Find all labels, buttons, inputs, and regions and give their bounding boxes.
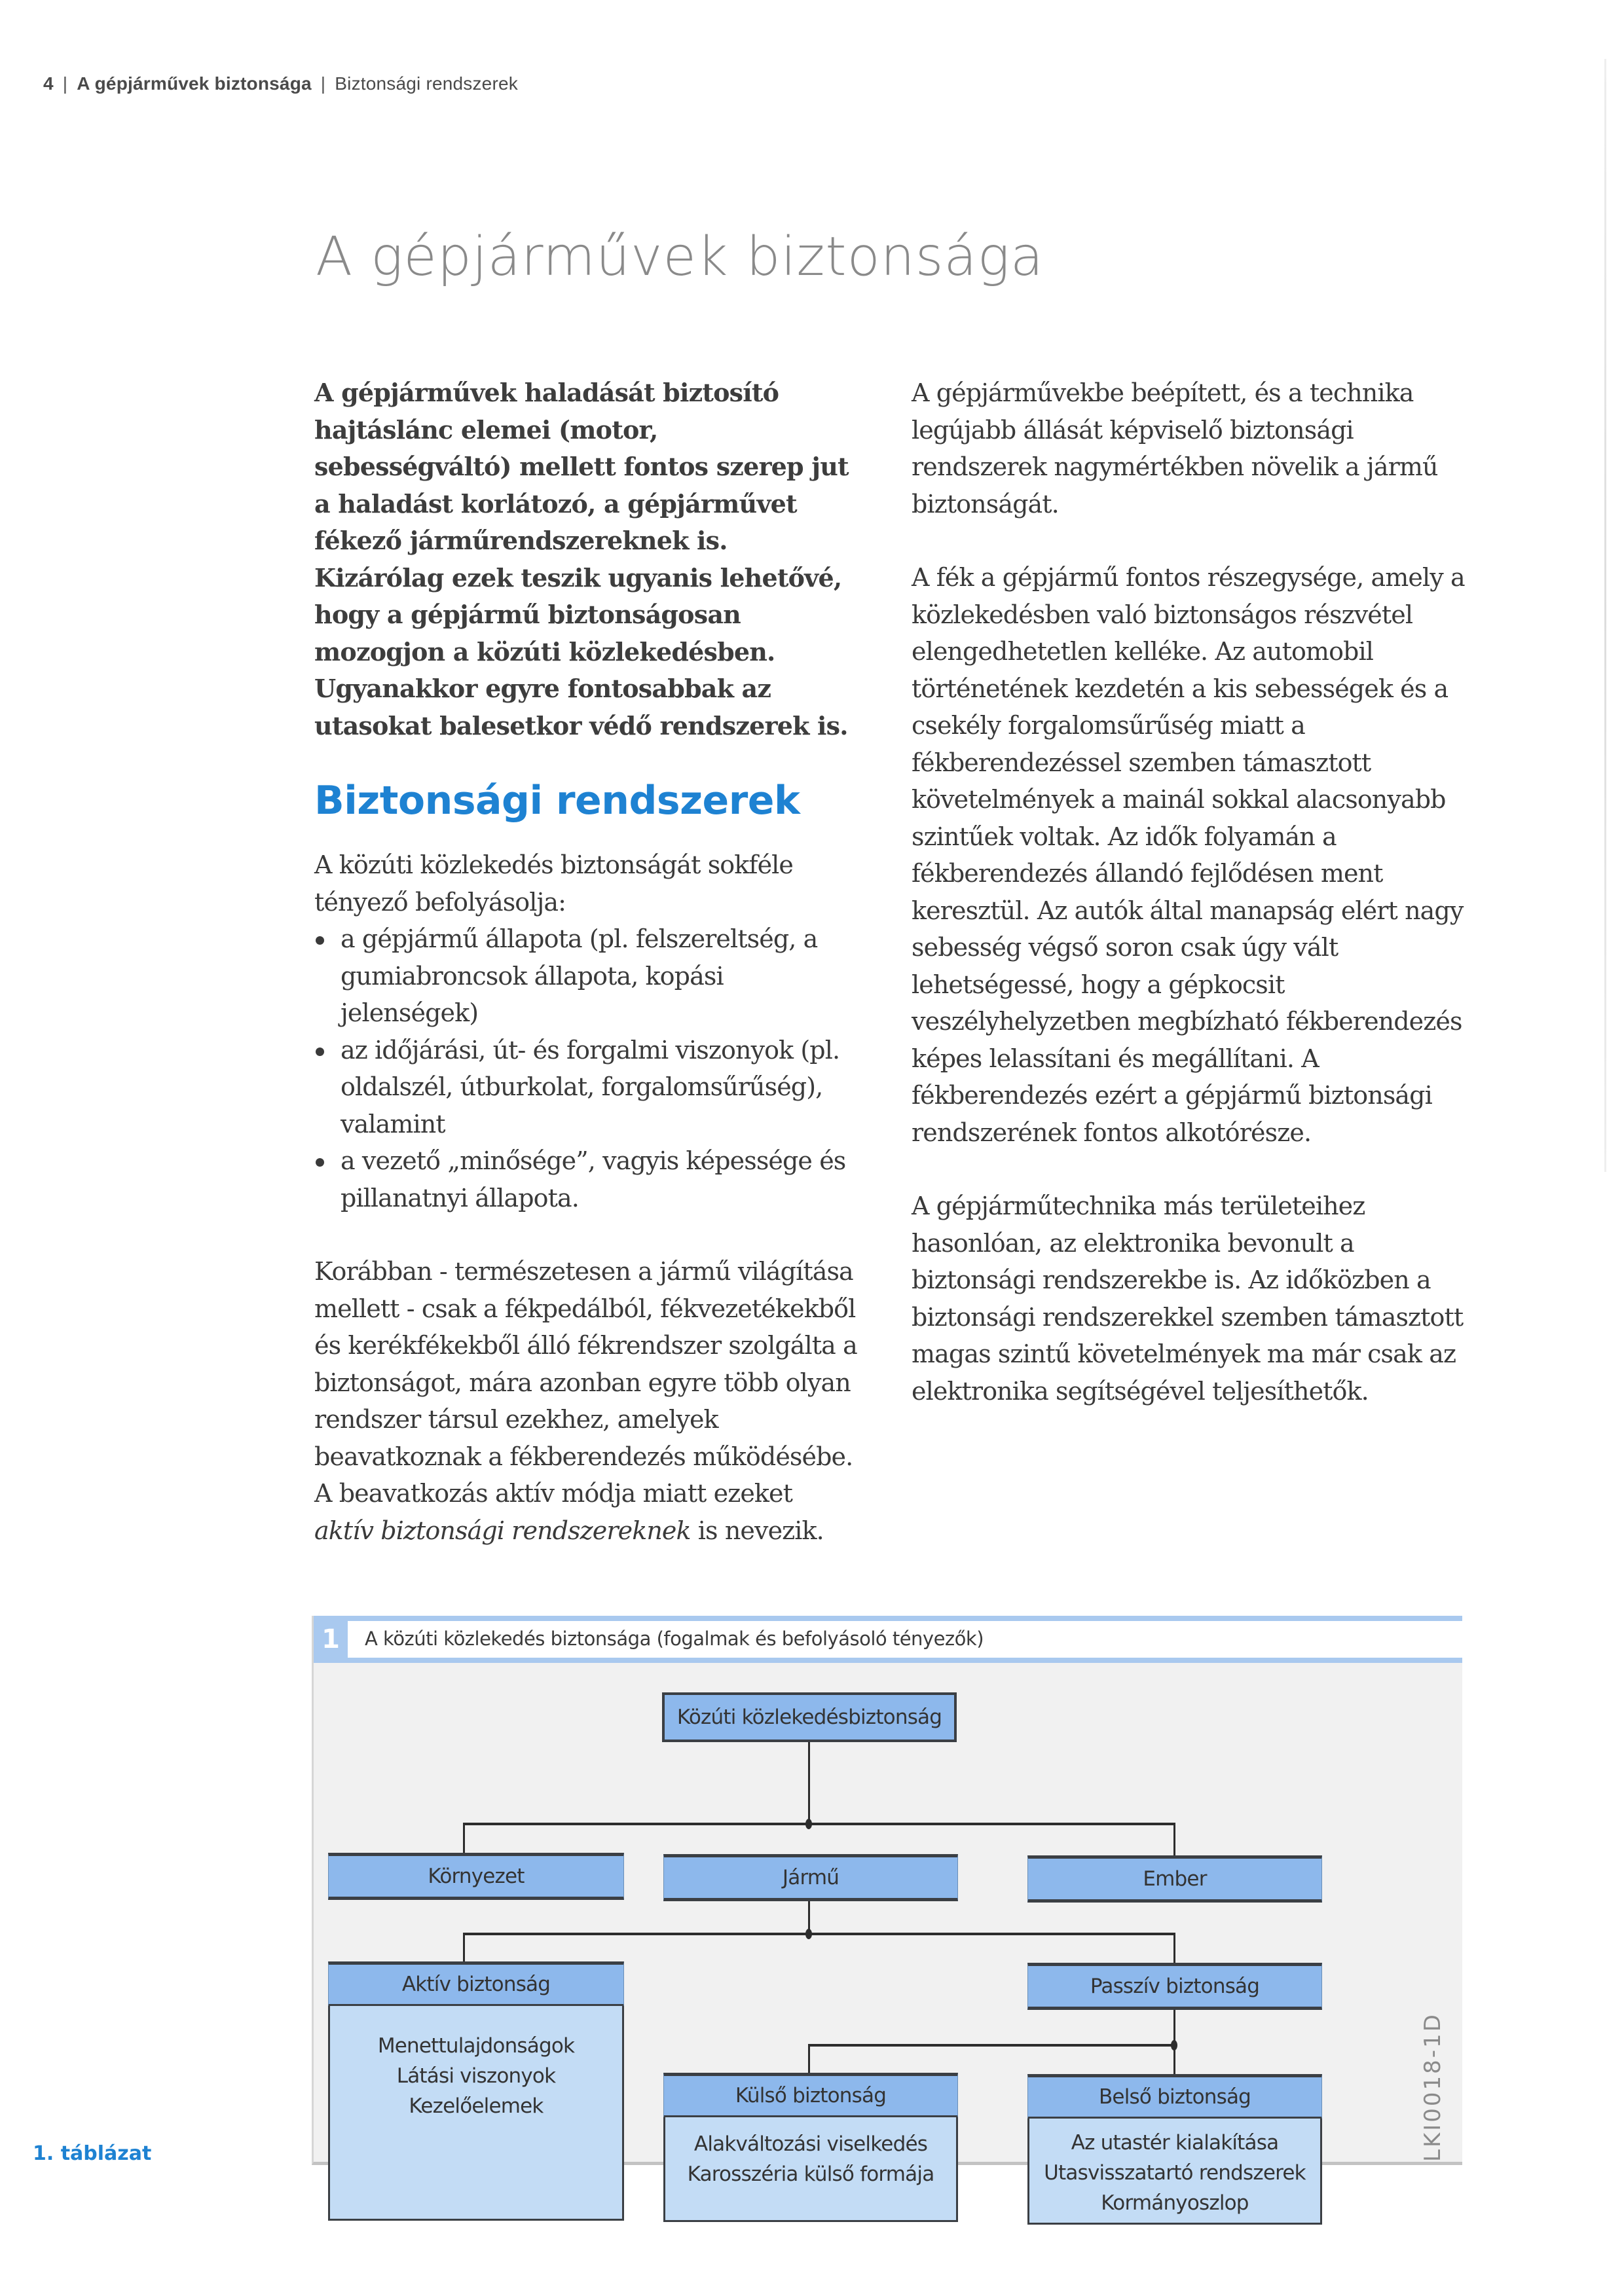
junction-dot <box>805 1929 812 1939</box>
list-item: a gépjármű állapota (pl. felszereltség, a gumiabroncsok állapota, kopási jelenségek) <box>314 920 858 1032</box>
connector-line <box>463 1824 465 1855</box>
connector-line <box>808 2045 810 2075</box>
connector-line <box>808 1742 810 1824</box>
connector-line <box>1173 1934 1175 1965</box>
page-number: 4 <box>43 73 54 94</box>
list-item: Az utastér kialakítása <box>1071 2131 1279 2155</box>
section-heading: Biztonsági rendszerek <box>314 778 800 824</box>
figure-header <box>314 1616 1462 1663</box>
page-title: A gépjárművek biztonsága <box>316 226 1044 288</box>
list-item: Utasvisszatartó rendszerek <box>1044 2161 1306 2185</box>
road-safety-diagram <box>312 1616 1462 2215</box>
list-item: Látási viszonyok <box>396 2064 556 2088</box>
separator: | <box>320 73 326 94</box>
connector-line <box>1173 1824 1175 1856</box>
paragraph-brake: A fék a gépjármű fontos részegysége, amely a közlekedésben való biztonságos részvétel elengedhetetlen kelléke. Az automobil történetének kezdetén a kis sebességek és a csekély forgalomsűrűség miatt a fékberendezéssel szemben támasztott követelmények a mainál sokkal alacsonyabb szintűek voltak. Az idők folyamán a fékberendezés állandó fejlődésen ment keresztül. Az autók által manapság elért nagy sebesség végső soron csak úgy vált lehetségessé, hogy a gépkocsit veszélyhelyzetben megbízható fékberendezés képes lelassítani és megállítani. A fékberendezés ezért a gépjármű biztonsági rendszerének fontos alkotórésze. <box>912 563 1465 1147</box>
paragraph-safety-systems: A gépjárművekbe beépített, és a technika legújabb állását képviselő biztonsági rendszerek nagymértékben növelik a jármű biztonságát. <box>912 378 1438 519</box>
list-item: Kezelőelemek <box>409 2094 544 2118</box>
figure-number: 1 <box>314 1616 348 1663</box>
junction-dot <box>805 1819 812 1829</box>
factor-list <box>314 920 858 1216</box>
list-item: a vezető „minősége”, vagyis képessége és pillanatnyi állapota. <box>314 1142 858 1216</box>
external-safety-items <box>663 2117 958 2222</box>
connector-line <box>463 1823 1175 1825</box>
active-safety-items <box>328 2006 624 2221</box>
paragraph-text: is nevezik. <box>690 1516 824 1545</box>
list-item: Menettulajdonságok <box>377 2034 575 2058</box>
separator: | <box>62 73 68 94</box>
node-environment: Környezet <box>328 1853 624 1900</box>
node-road-safety: Közúti közlekedésbiztonság <box>662 1692 957 1742</box>
lead-paragraph: A gépjárművek haladását biztosító hajtáslánc elemei (motor, sebességváltó) mellett fontos szerep jut a haladást korlátozó, a gépjárművet fékező járműrendszereknek is. Kizárólag ezek teszik ugyanis lehetővé, hogy a gépjármű biztonságosan mozogjon a közúti közlekedésben. Ugyanakkor egyre fontosabbak az utasokat balesetkor védő rendszerek is. <box>314 378 849 740</box>
section-title: Biztonsági rendszerek <box>335 73 518 94</box>
internal-safety-items <box>1027 2119 1322 2225</box>
emphasis-term: aktív biztonsági rendszereknek <box>314 1516 691 1545</box>
list-item: Kormányoszlop <box>1101 2191 1249 2215</box>
connector-line <box>463 1933 1175 1935</box>
scan-edge-artifact <box>1604 59 1606 1172</box>
junction-dot <box>1171 2040 1177 2050</box>
intro-paragraph: A közúti közlekedés biztonságát sokféle tényező befolyásolja: <box>314 850 794 917</box>
node-passive-safety: Passzív biztonság <box>1027 1963 1322 2010</box>
node-active-safety: Aktív biztonság <box>328 1961 624 2007</box>
paragraph-earlier-brakes <box>314 1253 858 1549</box>
connector-line <box>463 1934 465 1963</box>
list-item: Karosszéria külső formája <box>687 2162 934 2186</box>
right-column <box>912 374 1475 1410</box>
node-external-safety: Külső biztonság <box>663 2073 958 2119</box>
connector-line <box>808 2044 1175 2047</box>
figure-code: LKI0018-1D <box>1420 2013 1446 2162</box>
left-column <box>314 374 858 1549</box>
table-label: 1. táblázat <box>33 2142 152 2165</box>
figure-caption: A közúti közlekedés biztonsága (fogalmak és befolyásoló tényezők) <box>365 1628 984 1650</box>
node-vehicle: Jármű <box>663 1854 958 1901</box>
running-head <box>43 73 518 94</box>
paragraph-text: Korábban - természetesen a jármű világítása mellett - csak a fékpedálból, fékvezetékekből és kerékfékekből álló fékrendszer szolgálta a biztonságot, mára azonban egyre több olyan rendszer társul ezekhez, amelyek beavatkoznak a fékberendezés működésébe. A beavatkozás aktív módja miatt ezeket <box>314 1257 857 1508</box>
paragraph-electronics: A gépjárműtechnika más területeihez hasonlóan, az elektronika bevonult a biztonsági rendszerekbe is. Az időközben a biztonsági rendszerekkel szemben támasztott magas szintű követelmények ma már csak az elektronika segítségével teljesíthetők. <box>912 1192 1464 1406</box>
node-internal-safety: Belső biztonság <box>1027 2074 1322 2120</box>
chapter-title: A gépjárművek biztonsága <box>77 73 312 94</box>
node-human: Ember <box>1027 1855 1322 1903</box>
list-item: az időjárási, út- és forgalmi viszonyok (pl. oldalszél, útburkolat, forgalomsűrűség), valamint <box>314 1032 858 1143</box>
list-item: Alakváltozási viselkedés <box>693 2132 928 2156</box>
